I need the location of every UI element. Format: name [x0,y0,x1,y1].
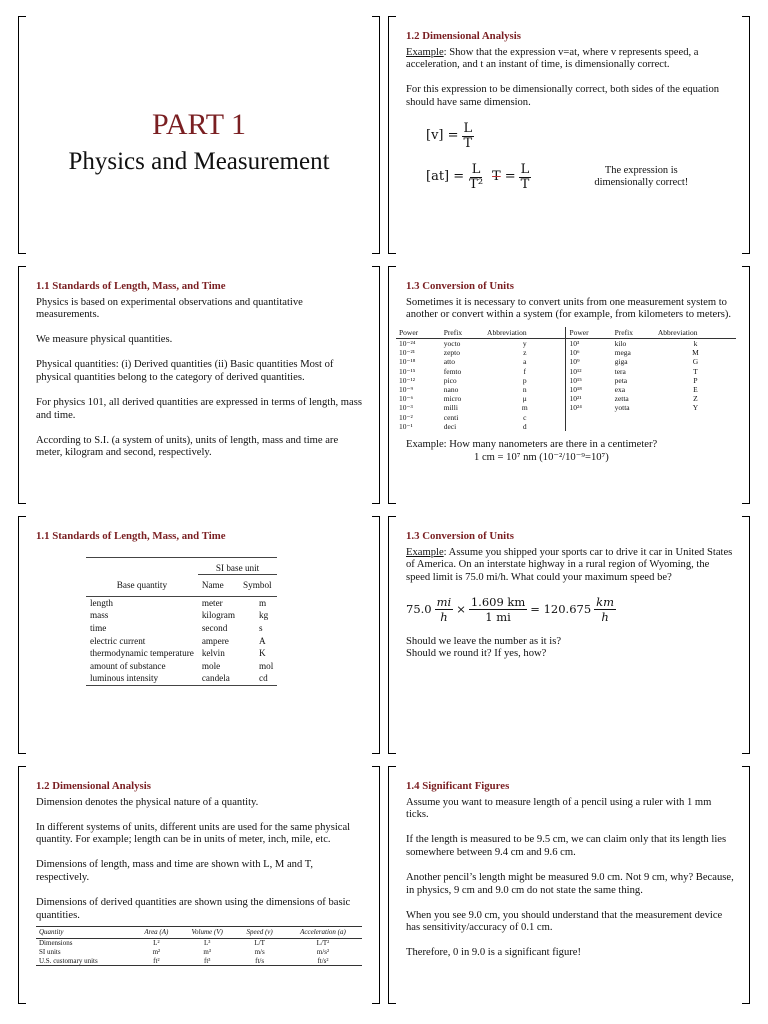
slide-conversion-example [388,516,750,754]
table-cell: 10³ [569,338,580,348]
table-cell: mega [614,348,631,358]
slide-standards-intro [18,266,380,504]
eq1-left: [v] = [426,128,459,144]
table-cell: 10⁹ [569,357,580,367]
table-row [36,939,362,948]
col-header: Name [198,575,239,597]
table-cell: P [693,375,698,385]
group-header: SI base unit [198,557,277,575]
table-cell: m [259,597,267,608]
table-cell: 10⁻² [399,412,413,422]
table-cell: electric current [90,635,146,646]
table-cell: Dimensions [39,939,73,948]
example-paragraph [406,47,736,72]
table-cell: SI units [39,947,61,956]
table-cell: K [259,648,266,659]
paragraph: Physics is based on experimental observations and quantitative measurements. [36,296,303,321]
table-cell: 10⁻¹² [399,375,415,385]
eq2-denominator: T² [469,176,484,192]
table-cell [566,413,612,422]
table-cell: tera [614,366,626,376]
equation-v [426,122,736,151]
slide-heading: 1.2 Dimensional Analysis [36,780,151,792]
table-cell: m/s [254,947,265,956]
table-cell: L/T [254,939,265,948]
slide-si-base-units [18,516,380,754]
table-cell: 10⁻²⁴ [399,338,416,348]
table-cell: 10²¹ [569,394,582,404]
equation-at [426,163,736,192]
table-cell: yocto [443,338,461,348]
table-row [36,957,362,966]
table-cell: second [201,622,228,633]
table-cell: 10⁻¹⁸ [399,357,416,367]
table-cell: giga [614,357,628,367]
table-cell: nano [443,385,459,394]
table-cell: amount of substance [90,660,166,671]
col-header: Prefix [612,327,655,339]
table-cell: kelvin [201,648,225,659]
table-cell: μ [484,394,566,403]
table-row [396,367,736,376]
table-cell: y [484,338,566,348]
table-cell: s [259,622,263,633]
eq-f3-num: km [596,594,615,609]
table-row [396,348,736,357]
table-cell: centi [443,412,459,422]
table-cell: E [693,385,698,394]
table-row [396,413,736,422]
table-cell: ft/s [235,957,284,966]
table-row [396,357,736,366]
table-cell: 10¹⁵ [569,375,582,385]
table-row [396,394,736,403]
eq-lead: 75.0 [406,602,432,617]
table-cell: mole [201,660,221,671]
slide-heading: 1.1 Standards of Length, Mass, and Time [36,280,226,292]
table-cell: n [484,385,566,394]
eq-f2-den: 1 mi [485,609,511,624]
dimension-requirement: For this expression to be dimensionally correct, both sides of the equation should have same dimension. [406,84,720,108]
paragraph: Dimension denotes the physical nature of a quantity. [36,796,259,808]
table-row [86,635,277,648]
table-row [36,948,362,957]
col-header: Volume (V) [179,927,235,939]
table-cell: k [693,338,698,348]
si-base-unit-table [86,557,277,686]
dimension-table [36,926,362,966]
table-cell: m² [152,947,161,956]
slide-dimensional-example [388,16,750,254]
col-header: Power [396,327,441,339]
eq2-numerator: L [471,161,481,177]
paragraph: According to S.I. (a system of units), units of length, mass and time are meter, kilogram and second, respectively. [36,434,339,459]
col-header: Abbreviation [655,327,736,339]
table-cell: m/s² [316,947,330,956]
table-cell: exa [614,385,626,394]
eq2-cancelled-t: T [492,169,501,185]
table-cell: mass [90,610,109,621]
table-cell: 10⁻¹ [399,421,413,431]
example-paragraph [406,547,736,585]
table-cell: luminous intensity [86,672,198,685]
table-cell [655,422,736,431]
table-row [396,385,736,394]
table-cell: atto [443,357,455,367]
paragraph: Assume you want to measure length of a pencil using a ruler with 1 mm ticks. [406,796,712,821]
table-cell: M [692,348,699,358]
table-row [86,660,277,673]
table-cell: 10⁻³ [399,403,413,413]
eq-f1-num: mi [436,594,452,609]
table-cell: 10⁶ [569,348,580,358]
table-cell: kilogram [201,610,235,621]
table-cell: time [90,622,107,633]
table-cell: L² [153,939,160,948]
table-cell: kilo [614,338,627,348]
table-cell: A [259,635,266,646]
table-cell: meter [201,597,223,608]
table-cell [566,422,612,431]
col-header: Quantity [36,927,134,939]
table-cell [612,413,655,422]
table-cell: yotta [614,403,630,413]
table-cell: candela [198,672,239,685]
col-header: Prefix [441,327,484,339]
conclusion-text: The expression is dimensionally correct! [594,164,689,189]
paragraph: Dimensions of derived quantities are shown using the dimensions of basic quantities. [36,897,351,921]
table-cell: L³ [203,939,211,948]
table-row [86,622,277,635]
table-cell: kg [259,610,269,621]
table-cell [655,413,736,422]
table-row [396,403,736,412]
eq-f2-num: 1.609 km [470,594,526,609]
table-cell: p [484,376,566,385]
eq1-numerator: L [463,120,473,136]
eq-f3-den: h [601,609,609,624]
col-header: Base quantity [86,575,198,597]
nanometer-question: Example: How many nanometers are there in a centimeter? [406,439,658,451]
col-header: Speed (v) [235,927,284,939]
table-cell: 10²⁴ [569,403,582,413]
table-cell: 10⁻⁹ [399,385,414,394]
table-cell: Y [692,403,699,413]
table-cell: U.S. customary units [36,957,134,966]
example-label: Example [406,46,444,58]
part-subtitle: Physics and Measurement [68,148,330,175]
table-cell: length [90,597,113,608]
paragraph: Dimensions of length, mass and time are shown with L, M and T, respectively. [36,859,314,883]
slide-dimension [18,766,380,1004]
table-cell: 10⁻¹⁵ [399,366,416,376]
example-text: : Assume you shipped your sports car to drive it car in United States of America. On an interstate highway in a rural region of Wyoming, the speed limit is 75.0 mi/h. What could your maximum speed be? [406,546,733,583]
nanometer-answer: 1 cm = 10⁷ nm (10⁻²/10⁻⁹=10⁷) [474,451,609,463]
intro-paragraph: Sometimes it is necessary to convert units from one measurement system to another or convert within a system (for example, from kilometers to meters). [406,296,732,321]
table-cell: f [484,367,566,376]
question-2: Should we round it? If yes, how? [406,648,547,660]
table-cell: cd [239,672,277,685]
table-cell: T [693,366,698,376]
table-cell: ft/s² [284,957,362,966]
col-header: Area (A) [134,927,179,939]
table-cell: milli [443,403,458,413]
paragraph: Another pencil’s length might be measured 9.0 cm. Not 9 cm, why? Because, in physics, 9 cm and 9.0 cm do not state the same thing. [406,871,734,896]
table-cell: peta [614,375,628,385]
table-cell: zetta [614,394,629,404]
col-header: Abbreviation [484,327,566,339]
table-cell: thermodynamic temperature [90,648,194,659]
table-cell: z [484,348,566,357]
eq-f1-den: h [440,609,448,624]
paragraph: We measure physical quantities. [36,334,173,346]
slide-heading: 1.3 Conversion of Units [406,530,514,542]
eq2-result-numerator: L [520,161,530,177]
paragraph: For physics 101, all derived quantities are expressed in terms of length, mass and time. [36,397,362,421]
table-row [86,672,277,685]
example-label: Example [406,546,444,558]
table-row [86,596,277,609]
table-cell: 10¹⁸ [569,385,582,394]
table-cell: m [484,403,566,412]
example-text: : Show that the expression v=at, where v represents speed, a acceleration, and t an instant of time, is dimensionally correct. [406,46,699,71]
question-1: Should we leave the number as it is? [406,635,562,647]
table-row [396,376,736,385]
table-cell: 10⁻⁶ [399,394,414,404]
table-cell: c [484,413,566,422]
table-cell: ampere [201,635,229,646]
table-row [396,422,736,431]
eq2-left: [at] = [426,169,465,185]
table-cell: d [484,422,566,431]
table-cell: a [484,357,566,366]
table-cell: deci [443,421,457,431]
eq2-equals: = [504,169,516,185]
eq2-result-denominator: T [520,176,530,192]
table-cell: micro [443,394,462,404]
table-cell: zepto [443,348,460,358]
paragraph: When you see 9.0 cm, you should understand that the measurement device has sensitivity/accuracy of 0.1 cm. [406,909,723,934]
slide-conversion-prefixes [388,266,750,504]
slide-significant-figures [388,766,750,1004]
slide-heading: 1.2 Dimensional Analysis [406,30,521,42]
slide-title [18,16,380,254]
table-row [396,338,736,348]
table-cell: 10⁻²¹ [399,348,415,358]
speed-conversion-equation [406,595,736,624]
paragraph: Therefore, 0 in 9.0 is a significant figure! [406,947,582,959]
eq1-denominator: T [463,135,473,151]
table-cell: Z [693,394,698,404]
slide-heading: 1.1 Standards of Length, Mass, and Time [36,530,226,542]
paragraph: In different systems of units, different units are used for the same physical quantity. For example; length can be in units of meter, inch, mile, etc. [36,821,351,846]
paragraph: Physical quantities: (i) Derived quantities (ii) Basic quantities Most of physical quantities belong to the category of derived quantities. [36,359,334,383]
table-cell [612,422,655,431]
table-row [86,609,277,622]
table-row [86,647,277,660]
slide-heading: 1.4 Significant Figures [406,780,510,792]
table-cell: 10¹² [569,366,582,376]
prefix-table [396,327,736,431]
table-cell: femto [443,366,462,376]
eq-times: × [456,602,466,617]
col-header: Symbol [239,575,277,597]
eq-result: = 120.675 [530,602,592,617]
paragraph: If the length is measured to be 9.5 cm, we can claim only that its length lies somewhere between 9.4 cm and 9.6 cm. [406,834,727,858]
table-cell: m³ [203,947,211,956]
table-cell: ft² [134,957,179,966]
table-cell: L/T² [316,939,330,948]
col-header: Acceleration (a) [284,927,362,939]
part-title: PART 1 [151,108,247,141]
slide-heading: 1.3 Conversion of Units [406,280,514,292]
table-cell: pico [443,375,457,385]
table-cell: G [692,357,699,367]
col-header: Power [566,327,612,339]
table-cell: mol [259,660,274,671]
table-cell: ft³ [179,957,235,966]
